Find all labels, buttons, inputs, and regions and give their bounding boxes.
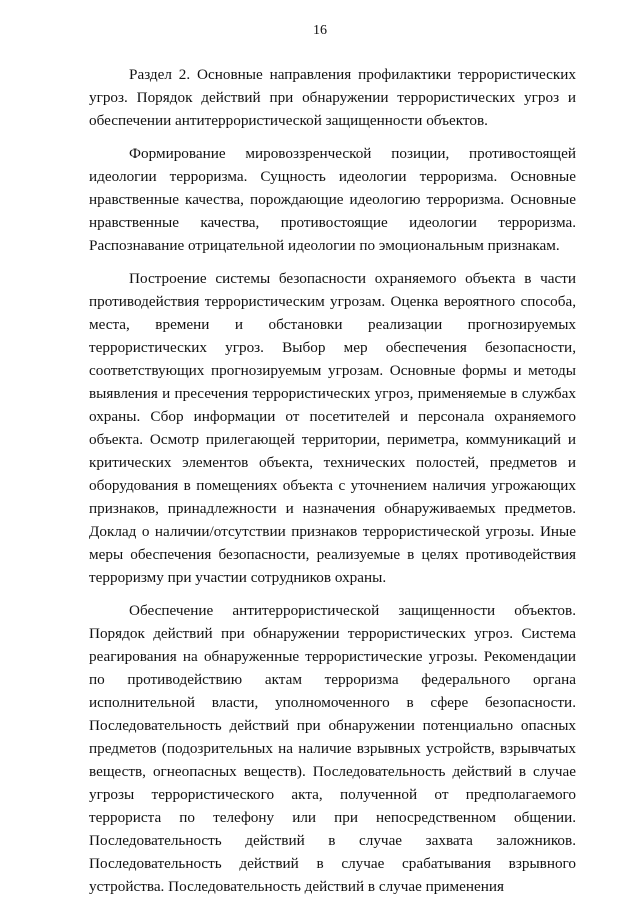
body-paragraph: Построение системы безопасности охраняемого объекта в части противодействия террористическим угрозам. Оценка вероятного способа, места, времени и обстановки реализации прогнозируемых террористических угроз. Выбор мер обеспечения безопасности, соответствующих прогнозируемым угрозам. Основные формы и методы выявления и пресечения террористических угроз, применяемые в службах охраны. Сбор информации от посетителей и персонала охраняемого объекта. Осмотр прилегающей территории, периметра, коммуникаций и критических элементов объекта, технических полостей, предметов и оборудования в помещениях объекта с уточнением наличия угрожающих признаков, принадлежности и назначения обнаруживаемых предметов. Доклад о наличии/отсутствии признаков террористической угрозы. Иные меры обеспечения безопасности, реализуемые в целях противодействия терроризму при участии сотрудников охраны. [89,270,576,586]
page-number: 16 [313,23,327,38]
body-paragraph: Обеспечение антитеррористической защищенности объектов. Порядок действий при обнаружении террористических угроз. Система реагирования на обнаруженные террористические угрозы. Рекомендации по противодействию актам терроризма федерального органа исполнительной власти, уполномоченного в сфере безопасности. Последовательность действий при обнаружении потенциально опасных предметов (подозрительных на наличие взрывных устройств, взрывчатых веществ, огнеопасных веществ). Последовательность действий в случае угрозы террористического акта, полученной от предполагаемого террориста по телефону или при непосредственном общении. Последовательность действий в случае захвата заложников. Последовательность действий в случае срабатывания взрывного устройства. Последовательность действий в случае применения [89,602,576,895]
page-body [89,63,576,898]
body-paragraph: Формирование мировоззренческой позиции, противостоящей идеологии терроризма. Сущность идеологии терроризма. Основные нравственные качества, порождающие идеологию терроризма. Основные нравственные качества, противостоящие идеологии терроризма. Распознавание отрицательной идеологии по эмоциональным признакам. [89,145,576,254]
section-heading-paragraph: Раздел 2. Основные направления профилактики террористических угроз. Порядок действий при обнаружении террористических угроз и обеспечении антитеррористической защищенности объектов. [89,66,576,129]
